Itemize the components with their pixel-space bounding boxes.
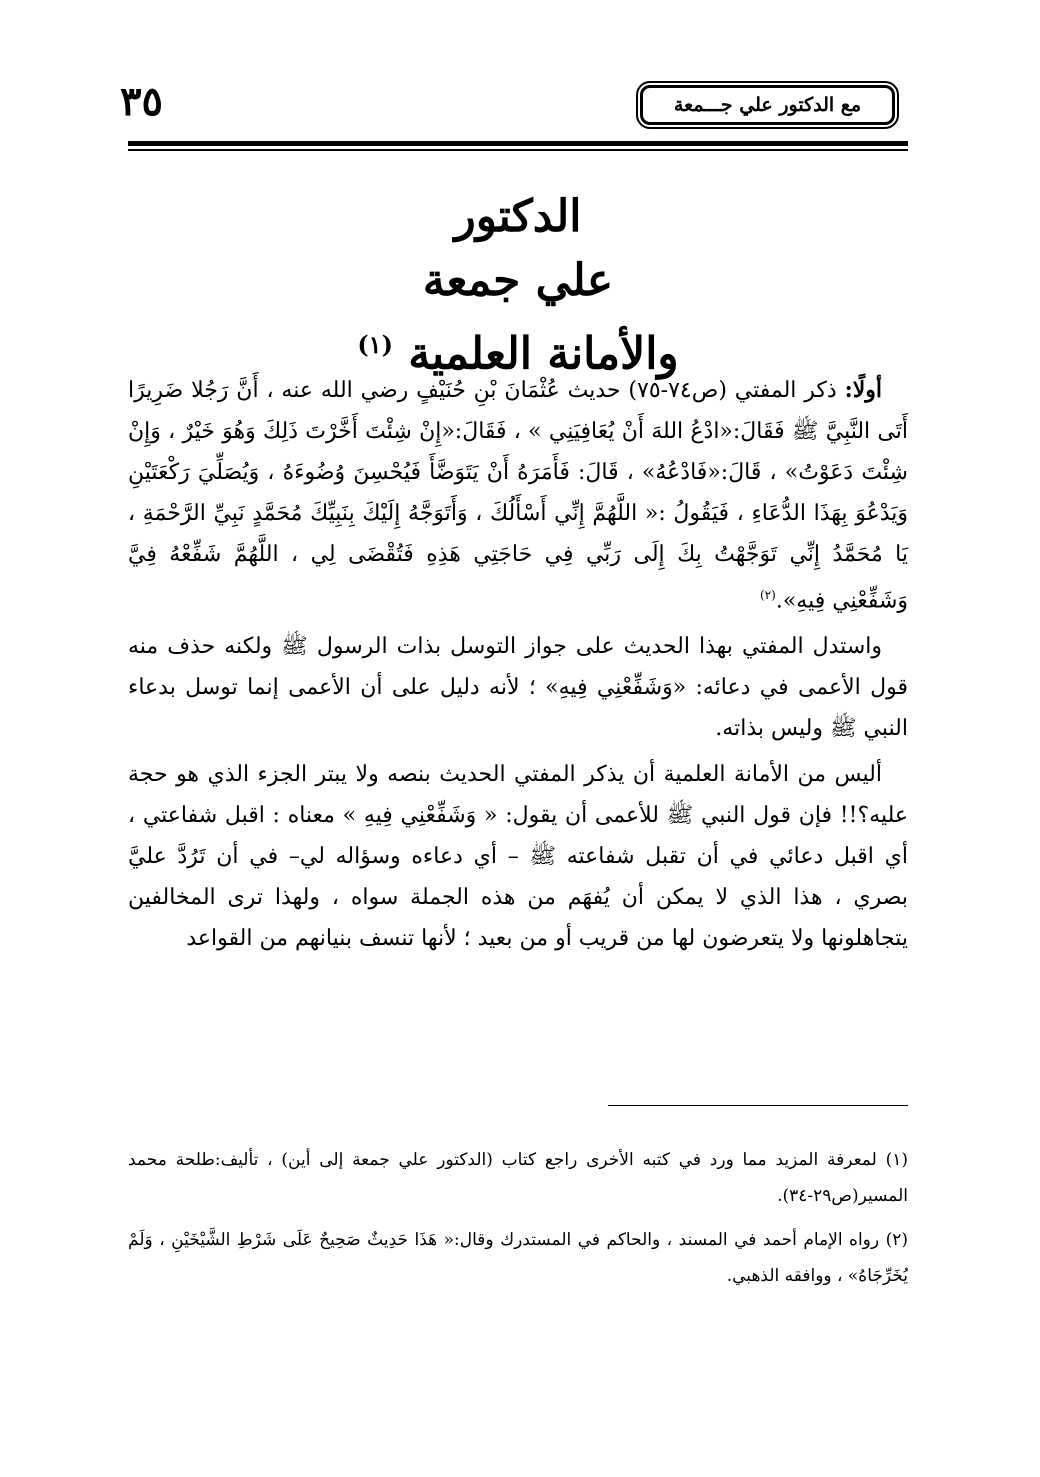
running-header-title: مع الدكتور علي جـــمعة: [673, 94, 862, 116]
running-header: [640, 85, 895, 125]
title-line-1: الدكتور: [454, 191, 582, 242]
page-number: ٣٥: [120, 78, 163, 125]
title-line-2: علي جمعة: [422, 255, 614, 306]
header-rule-thick: [128, 141, 908, 146]
header-rule-thin: [128, 149, 908, 151]
footnote-separator: [608, 1105, 908, 1106]
paragraph-3: أليس من الأمانة العلمية أن يذكر المفتي الحديث بنصه ولا يبتر الجزء الذي هو حجة عليه؟!! فإن قول النبي ﷺ للأعمى أن يقول: « وَشَفِّعْنِي فِيهِ » معناه : اقبل شفاعتي ، أي اقبل دعائي في أن تقبل شفاعته ﷺ – أي دعاءه وسؤاله لي– في أن تَرُدَّ عليَّ بصري ، هذا الذي لا يمكن أن يُفهَم من هذه الجملة سواه ، ولهذا ترى المخالفين يتجاهلونها ولا يتعرضون لها من قريب أو من بعيد ؛ لأنها تنسف بنيانهم من القواعد: [128, 762, 908, 952]
paragraph-1-text: ذكر المفتي (ص٧٤-٧٥) حديث عُثْمَانَ بْنِ حُنَيْفٍ رضي الله عنه ، أَنَّ رَجُلا ضَرِيرًا أَتَى النَّبِيَّ ﷺ فَقَالَ:«ادْعُ اللهَ أَنْ يُعَافِيَنِي » ، فَقَالَ:«إِنْ شِئْتَ أَخَّرْتَ ذَلِكَ وَهُوَ خَيْرٌ ، وَإِنْ شِئْتَ دَعَوْتُ» ، قَالَ:«فَادْعُهُ» ، قَالَ: فَأَمَرَهُ أَنْ يَتَوَضَّأَ فَيُحْسِنَ وُضُوءَهُ ، وَيُصَلِّيَ رَكْعَتَيْنِ وَيَدْعُوَ بِهَذَا الدُّعَاءِ ، فَيَقُولُ :« اللَّهُمَّ إِنِّي أَسْأَلُكَ ، وَأَتَوَجَّهُ إِلَيْكَ بِنَبِيِّكَ مُحَمَّدٍ نَبِيِّ الرَّحْمَةِ ، يَا مُحَمَّدُ إِنِّي تَوَجَّهْتُ بِكَ إِلَى رَبِّي فِي حَاجَتِي هَذِهِ فَتُقْضَى لِي ، اللَّهُمَّ شَفِّعْهُ فِيَّ وَشَفِّعْنِي فِيهِ».: [128, 378, 908, 614]
title-line-3-text: والأمانة العلمية: [408, 328, 679, 380]
chapter-title: [128, 185, 908, 387]
body-text: [128, 370, 908, 964]
title-footnote-ref: (١): [357, 330, 393, 359]
paragraph-2: واستدل المفتي بهذا الحديث على جواز التوسل بذات الرسول ﷺ ولكنه حذف منه قول الأعمى في دعائه: «وَشَفِّعْنِي فِيهِ» ؛ لأنه دليل على أن الأعمى إنما توسل بدعاء النبي ﷺ وليس بذاته.: [128, 634, 908, 742]
footnote-2: (٢) رواه الإمام أحمد في المسند ، والحاكم في المستدرك وقال:« هَذَا حَدِيثٌ صَحِيحٌ عَلَى شَرْطِ الشَّيْخَيْنِ ، وَلَمْ يُخَرِّجَاهُ» ، ووافقه الذهبي.: [128, 1230, 908, 1286]
footnote-1: (١) لمعرفة المزيد مما ورد في كتبه الأخرى راجع كتاب (الدكتور علي جمعة إلى أين) ، تأليف:طلحة محمد المسير(ص٢٩-٣٤).: [128, 1150, 908, 1206]
paragraph-1-lead: أولًا:: [844, 377, 883, 403]
paragraph-1: [128, 370, 908, 621]
paragraph-1-footnote-ref: (٢): [760, 588, 776, 602]
footnotes: [128, 1142, 908, 1302]
